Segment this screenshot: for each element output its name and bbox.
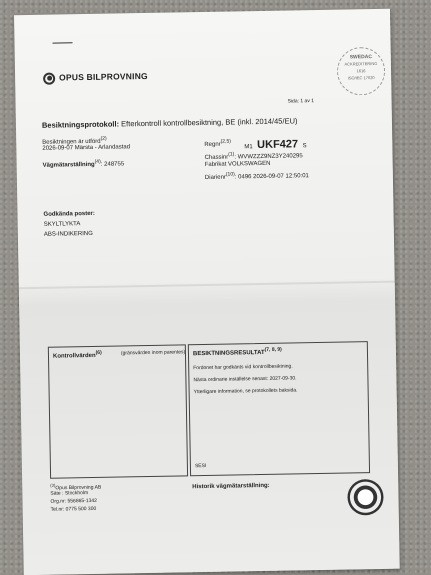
make-value: VOLKSWAGEN — [227, 160, 271, 168]
seal-line-4: ISO/IEC 17020 — [347, 74, 375, 81]
footer-orgnr: Org.nr: 556865-1342 — [50, 497, 97, 505]
brand-name: OPUS BILPROVNING — [59, 70, 148, 83]
history-heading: Historik vägmätarställning: — [192, 482, 270, 491]
result-box — [188, 341, 370, 476]
control-values-heading: Kontrollvärden$^{(6)}$ — [52, 349, 102, 360]
result-signature: SESI — [194, 462, 207, 470]
result-line-3: Ytterligare information, se protokollets baksida. — [193, 387, 298, 396]
opus-logo-icon — [43, 73, 55, 85]
inspection-protocol-document — [14, 9, 400, 575]
performed-value: 2026-09-07 Märsta - Arlandastad — [42, 144, 131, 152]
footer-company: $^{(3)}$Opus Bilprovning AB — [50, 482, 102, 492]
protocol-title — [42, 116, 298, 129]
seal-line-1: SWEDAC — [349, 54, 372, 61]
page-number: 1 — [300, 98, 304, 105]
regnr-prefix: M1 — [244, 144, 253, 151]
approved-heading: Godkända poster: — [43, 210, 95, 218]
protocol-title-value: Efterkontroll kontrollbesiktning, BE (inkl. 2014/45/EU) — [121, 116, 298, 129]
control-values-note: (gränsvärden inom parentes) — [120, 349, 186, 357]
performed-label: Besiktningen är utförd$^{(2)}$ — [42, 135, 107, 146]
certification-seal-icon — [347, 479, 384, 516]
odometer-value: 248755 — [104, 161, 125, 168]
swedac-accreditation-seal — [337, 47, 386, 96]
page-total: 1 — [311, 98, 315, 105]
top-dash-mark — [53, 42, 73, 43]
regnr-suffix: S — [302, 143, 307, 150]
page-label: Sida: — [287, 98, 300, 105]
seal-line-3: 1616 — [356, 68, 366, 74]
paper-fold-line — [19, 281, 395, 290]
odometer-row: Vägmätarställning$^{(4)}$: 248755 — [42, 158, 125, 169]
result-line-1: Fordonet har godkänts vid kontrollbesiktning. — [193, 363, 293, 372]
chassis-row: Chassinr$^{(1)}$: WVWZZZ9NZ3Y240295 — [204, 151, 303, 161]
protocol-title-label: Besiktningsprotokoll: — [41, 119, 120, 130]
control-values-box — [48, 344, 188, 478]
diary-row: Diarienr$^{(10)}$: 0496 2026-09-07 12:50:01 — [204, 171, 309, 181]
result-line-2: Nästa ordinarie inställelse senast: 2027-09-30. — [193, 375, 297, 384]
diary-value: 0496 2026-09-07 12:50:01 — [238, 173, 309, 181]
approved-item: ABS-INDIKERING — [43, 230, 93, 238]
footer-seat: Säte : Stockholm — [50, 490, 89, 497]
regnr-value: UKF427 — [257, 138, 299, 152]
footer-phone: Tel.nr: 0775 500 300 — [50, 505, 97, 513]
approved-item: SKYLTLYKTA — [43, 221, 81, 228]
seal-line-2: ACKREDITERING — [344, 60, 378, 67]
chassis-value: WVWZZZ9NZ3Y240295 — [237, 153, 303, 161]
page-indicator — [288, 98, 315, 104]
regnr-label: Regnr$^{(2,5)}$ — [204, 138, 231, 148]
page-of-label: av — [304, 98, 310, 105]
make-row: Fabrikat VOLKSWAGEN — [204, 160, 271, 168]
result-heading: BESIKTNINGSRESULTAT$^{(7, 8, 9)}$ — [192, 346, 282, 358]
